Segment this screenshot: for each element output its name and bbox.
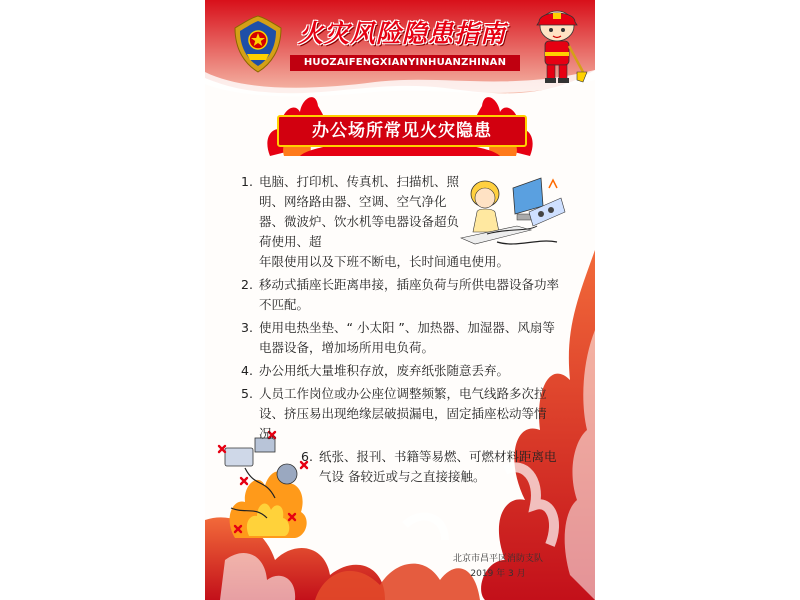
hazard-number: 3. [241, 320, 253, 335]
hazard-text: 电脑、打印机、传真机、扫描机、照明、网络路由器、空调、空气净化器、微波炉、饮水机等电器设备超负荷使用、超 [259, 174, 460, 249]
hazard-text: 移动式插座长距离串接，插座负荷与所供电器设备功率不匹配。 [259, 277, 560, 312]
hazard-number: 1. [241, 174, 253, 189]
poster-footer [443, 552, 553, 582]
safety-poster [205, 0, 595, 600]
hazard-item-1 [241, 172, 561, 272]
hazard-text-continued: 年限使用以及下班不断电，长时间通电使用。 [259, 254, 510, 269]
hazard-list [241, 172, 561, 490]
poster-pinyin-subtitle: HUOZAIFENGXIANYINHUANZHINAN [290, 55, 520, 71]
hazard-text: 使用电热坐垫、“ 小太阳 ”、加热器、加湿器、风扇等电器设备，增加场所用电负荷。 [259, 320, 555, 355]
hazard-number: 6. [301, 449, 313, 464]
poster-title: 火灾风险隐患指南 [298, 19, 507, 48]
hazard-item-4 [241, 361, 561, 381]
hazard-item-6 [301, 447, 561, 487]
hazard-item-2 [241, 275, 561, 315]
issuing-organization: 北京市昌平区消防支队 [452, 554, 543, 564]
hazard-number: 5. [241, 386, 253, 401]
hazard-item-3 [241, 318, 561, 358]
section-title: 办公场所常见火灾隐患 [277, 115, 527, 147]
hazard-item-5 [241, 384, 561, 444]
hazard-text: 办公用纸大量堆积存放，废弃纸张随意丢弃。 [259, 363, 510, 378]
firefighter-mascot-icon [527, 6, 589, 86]
hazard-number: 4. [241, 363, 253, 378]
hazard-text: 人员工作岗位或办公座位调整频繁，电气线路多次拉设、挤压易出现绝缘层破损漏电，固定插座松动等情况。 [259, 386, 547, 441]
issue-date: 2019 年 3 月 [470, 569, 526, 579]
hazard-text: 纸张、报刊、书籍等易燃、可燃材料距离电气设 备较近或与之直接接触。 [319, 449, 557, 484]
fire-service-emblem-icon [231, 14, 285, 74]
hazard-number: 2. [241, 277, 253, 292]
